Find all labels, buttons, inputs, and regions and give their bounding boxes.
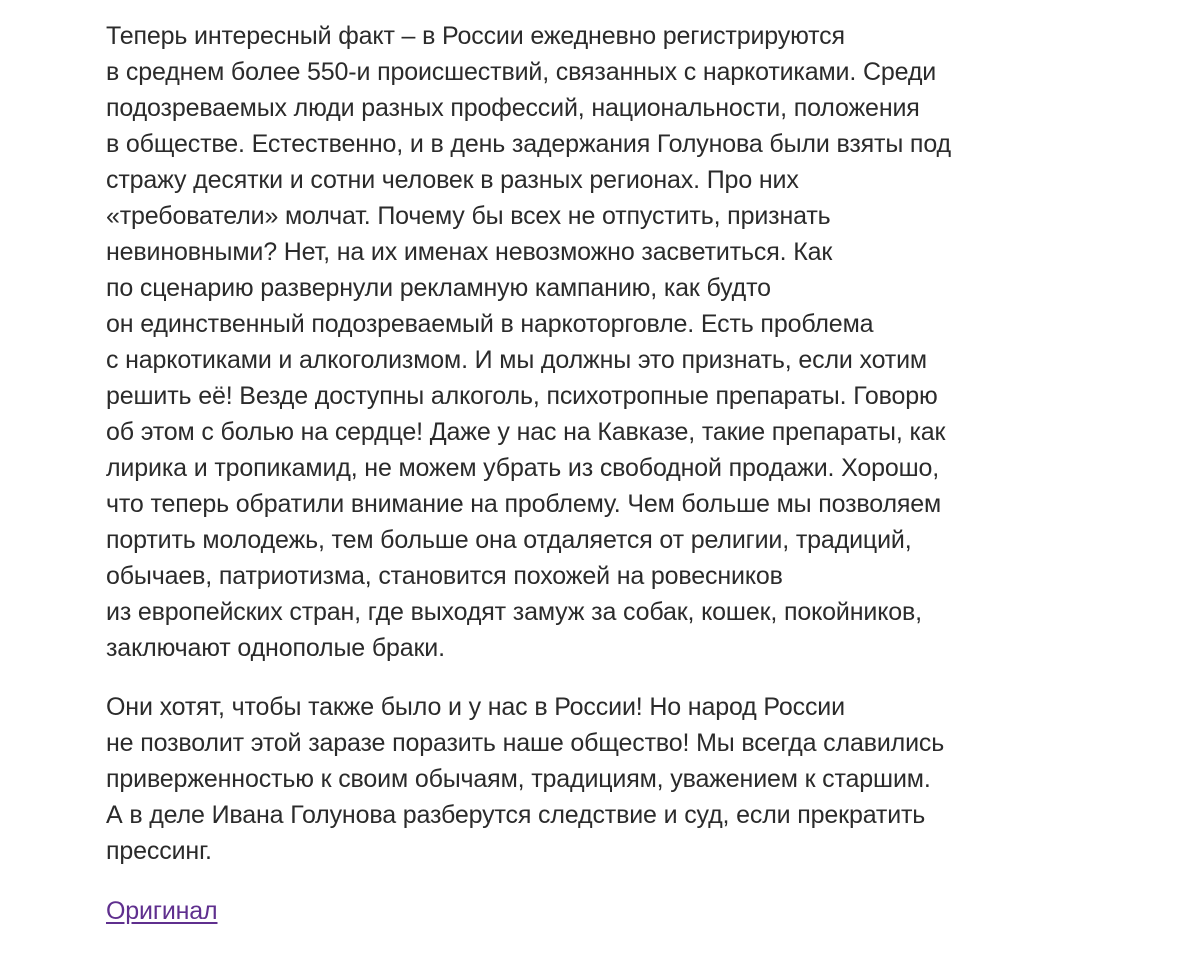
paragraph-line: об этом с болью на сердце! Даже у нас на Кавказе, такие препараты, как [106,418,946,446]
article-paragraph-1 [106,18,1106,666]
paragraph-line: стражу десятки и сотни человек в разных регионах. Про них [106,166,799,194]
paragraph-line: подозреваемых люди разных профессий, национальности, положения [106,94,920,122]
paragraph-line: обычаев, патриотизма, становится похожей на ровесников [106,562,783,590]
article-body [106,18,1106,929]
paragraph-line: лирика и тропикамид, не можем убрать из свободной продажи. Хорошо, [106,454,940,482]
article-paragraph-2 [106,689,1106,869]
paragraph-line: Теперь интересный факт – в России ежедневно регистрируются [106,22,845,50]
paragraph-line: в среднем более 550-и происшествий, связанных с наркотиками. Среди [106,58,937,86]
paragraph-line: по сценарию развернули рекламную кампанию, как будто [106,274,771,302]
paragraph-line: невиновными? Нет, на их именах невозможно засветиться. Как [106,238,833,266]
paragraph-line: заключают однополые браки. [106,634,445,662]
paragraph-line: приверженностью к своим обычаям, традициям, уважением к старшим. [106,765,931,793]
paragraph-line: из европейских стран, где выходят замуж за собак, кошек, покойников, [106,598,922,626]
paragraph-line: прессинг. [106,837,212,865]
paragraph-line: Они хотят, чтобы также было и у нас в России! Но народ России [106,693,845,721]
paragraph-line: портить молодежь, тем больше она отдаляется от религии, традиций, [106,526,912,554]
paragraph-line: решить её! Везде доступны алкоголь, психотропные препараты. Говорю [106,382,938,410]
paragraph-line: он единственный подозреваемый в наркоторговле. Есть проблема [106,310,874,338]
paragraph-line: А в деле Ивана Голунова разберутся следствие и суд, если прекратить [106,801,926,829]
paragraph-line: с наркотиками и алкоголизмом. И мы должны это признать, если хотим [106,346,927,374]
original-source-link[interactable]: Оригинал [106,897,218,925]
paragraph-line: не позволит этой заразе поразить наше общество! Мы всегда славились [106,729,945,757]
paragraph-line: что теперь обратили внимание на проблему. Чем больше мы позволяем [106,490,942,518]
paragraph-line: в обществе. Естественно, и в день задержания Голунова были взяты под [106,130,951,158]
paragraph-line: «требователи» молчат. Почему бы всех не отпустить, признать [106,202,831,230]
